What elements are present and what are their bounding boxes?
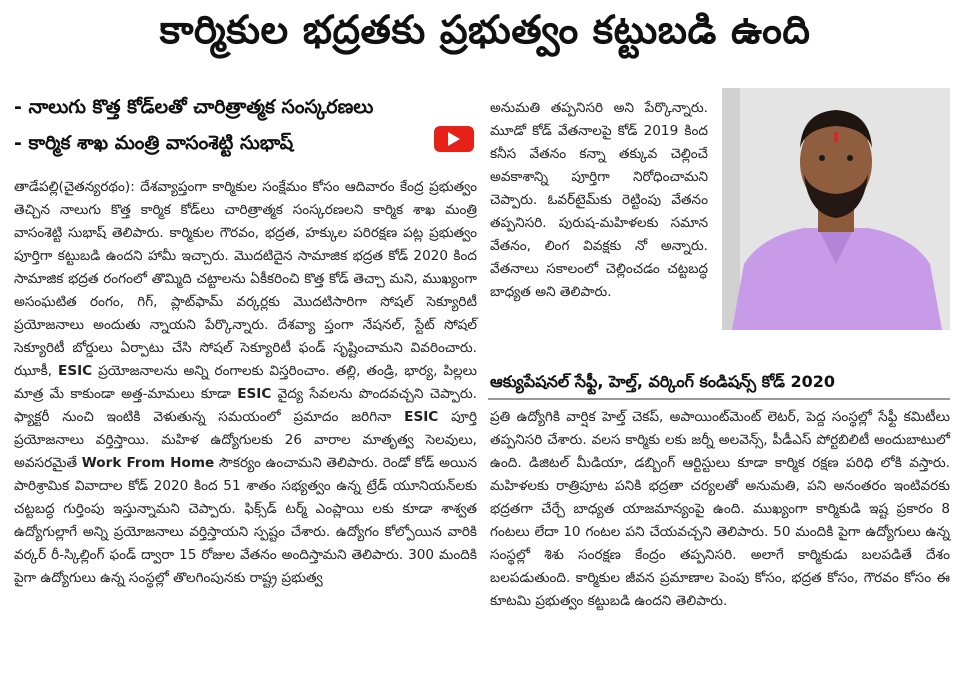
body-term: ESIC (58, 363, 93, 379)
article-column-1 (14, 176, 477, 590)
section-subheading: ఆక్యుపేషనల్ సేఫ్టీ, హెల్త్, వర్కింగ్ కండిషన్స్ కోడ్ 2020 (490, 372, 836, 391)
article-column-3 (490, 406, 950, 613)
minister-photo (722, 88, 950, 330)
article-column-2 (490, 97, 708, 304)
article-paragraph (14, 176, 477, 590)
body-term: Work From Home (81, 455, 215, 471)
youtube-play-icon[interactable] (434, 126, 474, 152)
body-text: వైద్య సేవలను పొందవచ్చని చెప్పారు. ఫ్యాక్టరీ నుంచి ఇంటికి వెళుతున్న సమయంలో ప్రమాదం జరిగినా (14, 386, 477, 425)
highlight-item: - కార్మిక శాఖ మంత్రి వాసంశెట్టి సుభాష్ (14, 132, 294, 154)
person-portrait-image (722, 88, 950, 330)
body-text: తాడేపల్లి(చైతన్యరథం): దేశవ్యాప్తంగా కార్మికుల సంక్షేమం కోసం ఆదివారం కేంద్ర ప్రభుత్వం తెచ్చిన నాలుగు కొత్త కార్మిక కోడ్‌లు చారిత్రాత్మక సంస్కరణలని కార్మిక శాఖ మంత్రి వాసంశెట్టి సుభాష్ తెలిపారు. కార్మికుల గౌరవం, భద్రత, హక్కుల పరిరక్షణ పట్ల ప్రభుత్వం పూర్తిగా కట్టుబడి ఉందని హామీ ఇచ్చారు. మొదటిదైన సామాజిక భద్రత కోడ్ 2020 కింద సామాజిక భద్రత రంగంలో తొమ్మిది చట్టాలను ఏకీకరించి కొత్త కోడ్ తెచ్చా మని, ముఖ్యంగా అసంఘటిత రంగం, గిగ్, ప్లాట్‌ఫామ్ వర్కర్లకు మొదటిసారిగా సోషల్ సెక్యూరిటీ ప్రయోజనాలు అందుతు న్నాయని పేర్కొన్నారు. దేశవ్యా ప్తంగా నేషనల్, స్టేట్ సోషల్ సెక్యూరిటీ బోర్డులు ఏర్పాటు చేసి సోషల్ సెక్యూరిటీ ఫండ్ సృష్టించామని వివరించారు. ఝూకీ, (14, 179, 477, 379)
highlights-list (14, 94, 474, 166)
divider (488, 398, 950, 400)
headline: కార్మికుల భద్రతకు ప్రభుత్వం కట్టుబడి ఉంది (159, 8, 811, 53)
article-paragraph: అనుమతి తప్పనిసరి అని పేర్కొన్నారు. మూడో కోడ్ వేతనాలపై కోడ్ 2019 కింద కనీస వేతనం కన్నా తక్కువ చెల్లించే అవకాశాన్ని పూర్తిగా నిరోధించామని చెప్పారు. ఓవర్‌టైమ్‌కు రెట్టింపు వేతనం తప్పనిసరి. పురుష-మహిళలకు సమాన వేతనం, లింగ వివక్షకు నో అన్నారు. వేతనాలు సకాలంలో చెల్లించడం చట్టబద్ధ బాధ్యత అని తెలిపారు. (490, 100, 708, 300)
article-paragraph: ప్రతి ఉద్యోగికి వార్షిక హెల్త్ చెకప్, అపాయింట్‌మెంట్ లెటర్, పెద్ద సంస్థల్లో సేఫ్టీ కమిటీలు తప్పనిసరి చేశారు. వలస కార్మికు లకు జర్నీ అలవెన్స్, పీడీఎస్ పోర్టబిలిటీ అందుబాటులో ఉంది. డిజిటల్ మీడియా, డబ్బింగ్ ఆర్టిస్టులు కూడా కార్మిక రక్షణ పరిధి లోకి వస్తారు. మహిళలకు రాత్రిపూట పనికి భద్రతా చర్యలతో అనుమతి, పని అనంతరం ఇంటివరకు భద్రతగా చేర్చే బాధ్యత యాజమాన్యంపై ఉంది. ముఖ్యంగా కార్మికుడి ఇష్ట ప్రకారం 8 గంటలు లేదా 10 గంటల పని చేయవచ్చని తెలిపారు. 50 మందికి పైగా ఉద్యోగులు ఉన్న సంస్థల్లో శిశు సంరక్షణ కేంద్రం తప్పనిసరి. అలాగే కార్మికుడు బలపడితే దేశం బలపడుతుంది. కార్మికుల జీవన ప్రమాణాల పెంపు కోసం, భద్రత కోసం, గౌరవం కోసం ఈ కూటమి ప్రభుత్వం కట్టుబడి ఉందని తెలిపారు. (490, 409, 950, 609)
body-text: ప్రయోజనాలను అన్ని రంగాలకు విస్తరించాం. తల్లి, తండ్రి, భార్య, పిల్లలు మాత్ర మే కాకుండా అత్త-మామలు కూడా (14, 363, 478, 402)
body-term: ESIC (237, 386, 272, 402)
highlight-item: - నాలుగు కొత్త కోడ్‌లతో చారిత్రాత్మక సంస్కరణలు (14, 96, 374, 118)
body-text: పూర్తి ప్రయోజనాలు వర్తిస్తాయి. మహిళ ఉద్యోగులకు 26 వారాల మాతృత్వ సెలవులు, అవసరమైతే (14, 409, 478, 471)
body-term: ESIC (404, 409, 439, 425)
body-text: సౌకర్యం ఉంచామని తెలిపారు. రెండో కోడ్ అయిన పారిశ్రామిక వివాదాల కోడ్ 2020 కింద 51 శాతం సభ్యత్వం ఉన్న ట్రేడ్ యూనియన్‌లకు చట్టబద్ధ గుర్తింపు ఇస్తున్నామని చెప్పారు. ఫిక్స్‌డ్ టర్మ్ ఎంప్లాయి లకు కూడా శాశ్వత ఉద్యోగుల్లాగే అన్ని ప్రయోజనాలు వర్తిస్తాయని స్పష్టం చేశారు. ఉద్యోగం కోల్పోయిన వారికి వర్కర్ రీ-స్కిల్లింగ్ ఫండ్ ద్వారా 15 రోజుల వేతనం అందిస్తామని తెలిపారు. 300 మందికి పైగా ఉద్యోగులు ఉన్న సంస్థల్లో తొలగింపునకు రాష్ట్ర ప్రభుత్వ (14, 455, 477, 586)
